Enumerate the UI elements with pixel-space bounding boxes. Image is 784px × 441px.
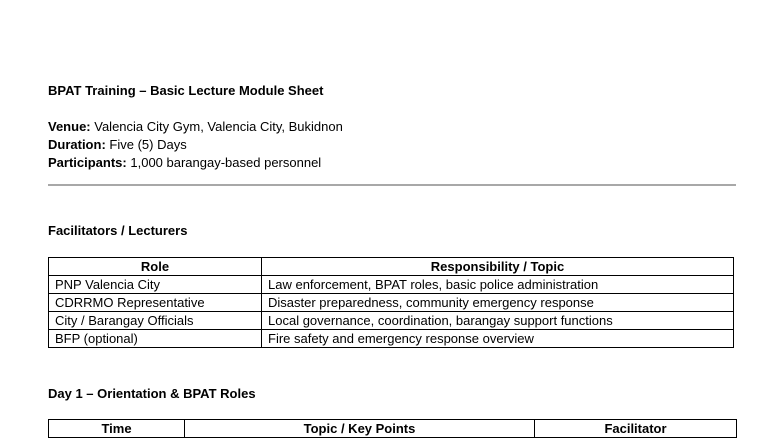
duration-label: Duration: — [48, 137, 106, 152]
venue-label: Venue: — [48, 119, 91, 134]
column-header-facilitator: Facilitator — [535, 420, 737, 438]
venue-value: Valencia City Gym, Valencia City, Bukidnon — [94, 119, 343, 134]
venue-line — [48, 118, 343, 136]
participants-line — [48, 154, 343, 172]
table-row — [49, 312, 734, 330]
column-header-topic: Topic / Key Points — [185, 420, 535, 438]
participants-value: 1,000 barangay-based personnel — [130, 155, 322, 170]
table-row — [49, 294, 734, 312]
table-cell-topic: Disaster preparedness, community emergency response — [262, 294, 734, 312]
table-cell-role: CDRRMO Representative — [49, 294, 262, 312]
column-header-time: Time — [49, 420, 185, 438]
table-cell-role: PNP Valencia City — [49, 276, 262, 294]
table-cell-role: BFP (optional) — [49, 330, 262, 348]
column-header-responsibility: Responsibility / Topic — [262, 258, 734, 276]
facilitators-table — [48, 257, 734, 348]
table-cell-topic: Fire safety and emergency response overview — [262, 330, 734, 348]
day1-heading: Day 1 – Orientation & BPAT Roles — [48, 386, 256, 401]
table-cell-topic: Law enforcement, BPAT roles, basic police administration — [262, 276, 734, 294]
facilitators-heading: Facilitators / Lecturers — [48, 223, 188, 238]
participants-label: Participants: — [48, 155, 127, 170]
table-row — [49, 276, 734, 294]
table-cell-role: City / Barangay Officials — [49, 312, 262, 330]
training-details — [48, 118, 343, 172]
duration-line — [48, 136, 343, 154]
duration-value: Five (5) Days — [109, 137, 187, 152]
section-divider — [48, 184, 736, 186]
table-cell-topic: Local governance, coordination, barangay support functions — [262, 312, 734, 330]
table-header-row — [49, 420, 737, 438]
document-title: BPAT Training – Basic Lecture Module Sheet — [48, 83, 324, 98]
column-header-role: Role — [49, 258, 262, 276]
day1-schedule-table — [48, 419, 737, 438]
table-row — [49, 330, 734, 348]
table-header-row — [49, 258, 734, 276]
